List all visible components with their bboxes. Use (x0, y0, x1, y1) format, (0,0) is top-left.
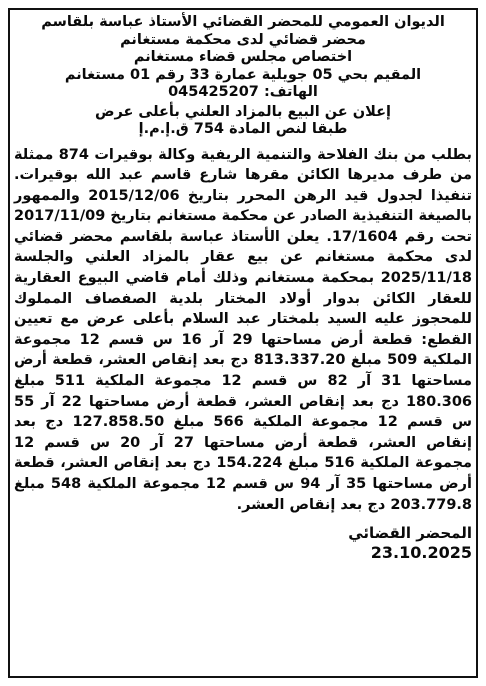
signature-title: المحضر القضائي (348, 524, 472, 543)
notice-legal-basis: طبقا لنص المادة 754 ق.إ.م.إ (138, 121, 348, 137)
signature-date: 23.10.2025 (370, 543, 472, 563)
legal-notice (14, 14, 472, 563)
office-role: محضر قضائي لدى محكمة مستغانم (120, 31, 366, 48)
notice-body: بطلب من بنك الفلاحة والتنمية الريفية وكالة بوقيرات 874 ممثلة من طرف مديرها الكائن مقرها شارع قاسم عبد الله بوقيرات. تنفيذا لجدول قيد الرهن المحرر بتاريخ 2015/12/06 والممهور بالصيغة التنفيذية الصادر عن محكمة مستغانم بتاريخ 2017/11/09 تحت رقم 17/1604. يعلن الأستاذ عباسة بلقاسم محضر قضائي لدى محكمة مستغانم عن بيع عقار بالمزاد العلني والجلسة 2025/11/18 بمحكمة مستغانم وذلك أمام قاضي البيوع العقارية للعقار الكائن بدوار أولاد المختار بلدية الصفصاف المملوك للمحجوز عليه السيد بلمختار عبد السلام بأعلى عرض مع تعيين القطع: قطعة أرض مساحتها 29 آر 16 س قسم 12 مجموعة الملكية 509 مبلغ 813.337.20 دج بعد إنقاص العشر، قطعة أرض مساحتها 31 آر 82 س قسم 12 مجموعة الملكية 511 مبلغ 180.306 دج بعد إنقاص العشر، قطعة أرض مساحتها 22 آر 55 س قسم 12 مجموعة الملكية 566 مبلغ 127.858.50 دج بعد إنقاص العشر، قطعة أرض مساحتها 27 آر 20 س قسم 12 مجموعة الملكية 516 مبلغ 154.224 دج بعد إنقاص العشر، قطعة أرض مساحتها 35 آر 94 س قسم 12 مجموعة الملكية 548 مبلغ 203.779.8 دج بعد إنقاص العشر. (14, 146, 473, 513)
office-phone: الهاتف: 045425207 (168, 84, 318, 100)
notice-title: إعلان عن البيع بالمزاد العلني بأعلى عرض (94, 103, 392, 120)
office-jurisdiction: اختصاص مجلس قضاء مستغانم (133, 49, 353, 65)
office-title: الديوان العمومي للمحضر القضائي الأستاذ عباسة بلقاسم (41, 14, 445, 30)
office-address: المقيم بحي 05 جويلية عمارة 33 رقم 01 مستغانم (64, 66, 422, 83)
